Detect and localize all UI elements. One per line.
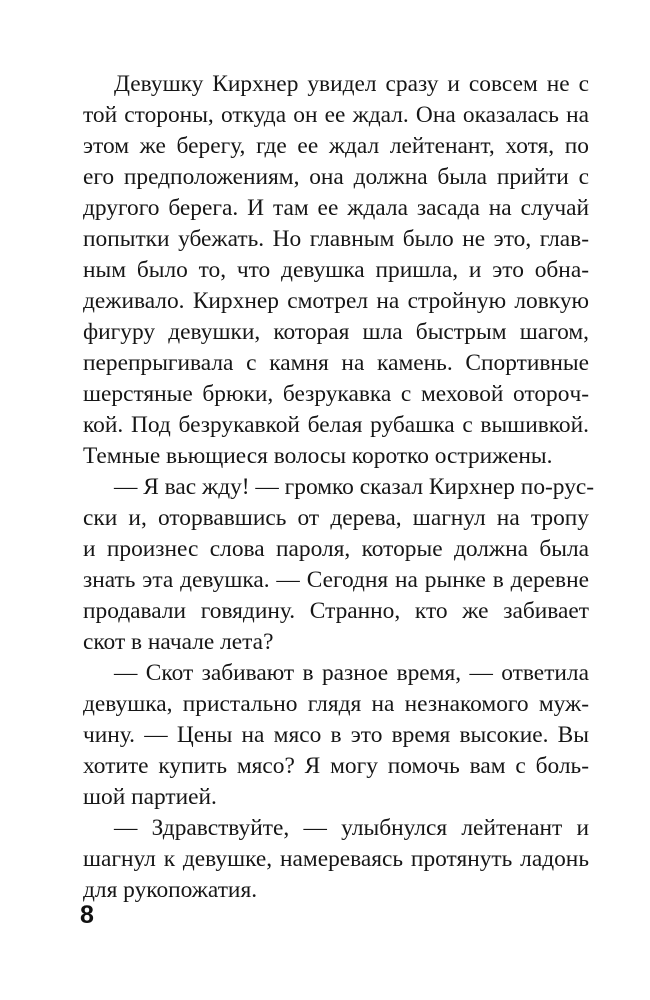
text-line-18-content: продавали говядину. Странно, кто же забивает	[83, 598, 589, 624]
text-line-6-content: попытки убежать. Но главным было не это, глав-	[83, 226, 589, 252]
text-line-24-content: шой партией.	[83, 784, 217, 810]
text-line-5	[83, 193, 589, 224]
text-line-20-content: — Скот забивают в разное время, — ответила	[114, 660, 589, 686]
text-line-21	[83, 689, 589, 720]
page-text-block	[83, 69, 595, 906]
text-line-4	[83, 162, 589, 193]
text-line-8	[83, 286, 589, 317]
text-line-12-content: кой. Под безрукавкой белая рубашка с вышивкой.	[83, 412, 589, 438]
text-line-11	[83, 379, 589, 410]
text-line-22	[83, 720, 589, 751]
text-line-10	[83, 348, 589, 379]
text-line-13-content: Темные вьющиеся волосы коротко острижены.	[83, 443, 553, 469]
text-line-20	[83, 658, 589, 689]
text-line-12	[83, 410, 589, 441]
text-line-1-content: Девушку Кирхнер увидел сразу и совсем не с	[114, 71, 589, 97]
text-line-1	[83, 69, 589, 100]
text-line-5-content: другого берега. И там ее ждала засада на случай	[83, 195, 589, 221]
text-line-22-content: чину. — Цены на мясо в это время высокие. Вы	[83, 722, 589, 748]
text-line-3	[83, 131, 589, 162]
text-line-2	[83, 100, 589, 131]
text-line-8-content: деживало. Кирхнер смотрел на стройную ловкую	[83, 288, 589, 314]
text-line-19	[83, 627, 589, 658]
text-line-15-content: ски и, оторвавшись от дерева, шагнул на тропу	[83, 505, 589, 531]
text-line-25	[83, 813, 589, 844]
text-line-26-content: шагнул к девушке, намереваясь протянуть ладонь	[83, 846, 589, 872]
text-line-21-content: девушка, пристально глядя на незнакомого муж-	[83, 691, 589, 717]
text-line-27	[83, 875, 589, 906]
text-line-9-content: фигуру девушки, которая шла быстрым шагом,	[83, 319, 589, 345]
text-line-7-content: ным было то, что девушка пришла, и это обна-	[83, 257, 589, 283]
text-line-3-content: этом же берегу, где ее ждал лейтенант, хотя, по	[83, 133, 589, 159]
text-line-7	[83, 255, 589, 286]
text-line-27-content: для рукопожатия.	[83, 877, 258, 903]
text-line-19-content: скот в начале лета?	[83, 629, 274, 655]
text-line-25-content: — Здравствуйте, — улыбнулся лейтенант и	[114, 815, 589, 841]
text-line-9	[83, 317, 589, 348]
text-line-16	[83, 534, 589, 565]
text-line-15	[83, 503, 589, 534]
text-line-23-content: хотите купить мясо? Я могу помочь вам с боль-	[83, 753, 589, 779]
text-line-23	[83, 751, 589, 782]
page-number: 8	[80, 901, 94, 929]
text-line-6	[83, 224, 589, 255]
text-line-26	[83, 844, 589, 875]
text-line-11-content: шерстяные брюки, безрукавка с меховой оторoч-	[83, 381, 589, 407]
text-line-10-content: перепрыгивала с камня на камень. Спортивные	[83, 350, 589, 376]
text-line-17	[83, 565, 589, 596]
text-line-17-content: знать эта девушка. — Сегодня на рынке в деревне	[83, 567, 589, 593]
text-line-14-content: — Я вас жду! — громко сказал Кирхнер по-рус-	[114, 474, 595, 500]
text-line-4-content: его предположениям, она должна была прийти с	[83, 164, 589, 190]
text-line-24	[83, 782, 589, 813]
text-line-14	[83, 472, 595, 503]
text-line-16-content: и произнес слова пароля, которые должна была	[83, 536, 589, 562]
text-line-18	[83, 596, 589, 627]
text-line-13	[83, 441, 589, 472]
text-line-2-content: той стороны, откуда он ее ждал. Она оказалась на	[83, 102, 589, 128]
